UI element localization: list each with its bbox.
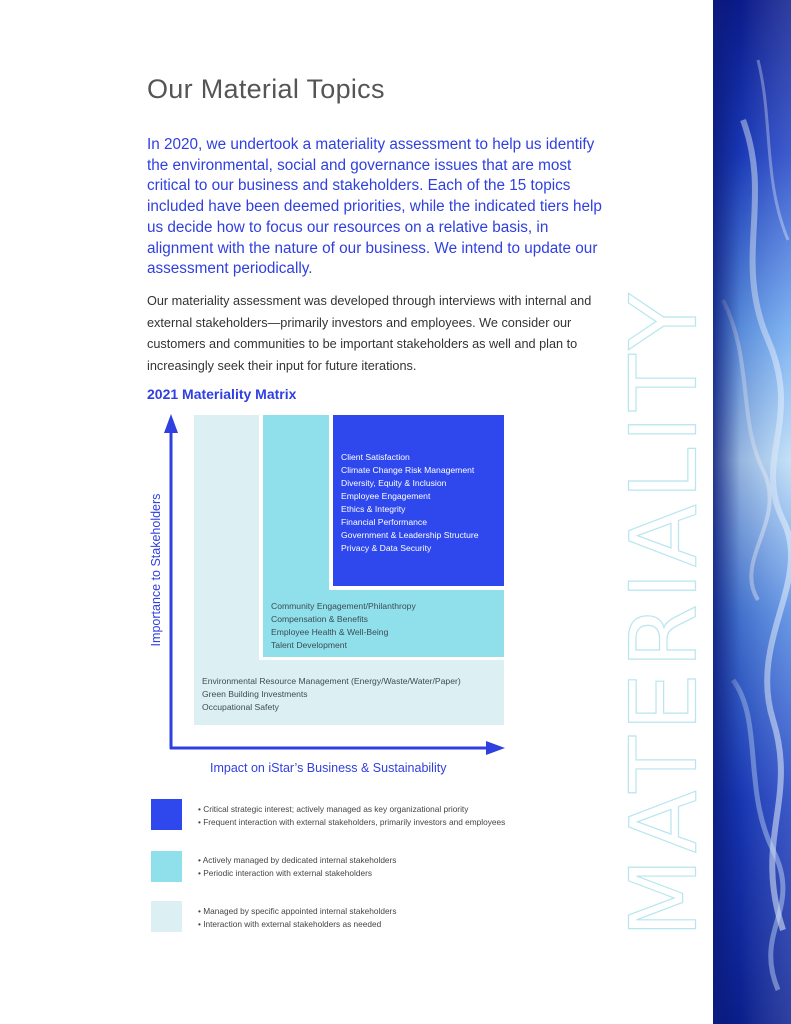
body-paragraph: Our materiality assessment was developed through interviews with internal and external stakeholders—primarily investors and employees. We consider our customers and communities to be important stakeholders as well and plan to increasingly seek their input for future iterations. — [147, 294, 592, 373]
intro-paragraph: In 2020, we undertook a materiality assessment to help us identify the environmental, social and governance issues that are most critical to our business and stakeholders. Each of the 15 topics included have been deemed priorities, while the indicated tiers help us decide how to focus our resources on a relative basis, in alignment with the nature of our business. We intend to update our assessment periodically. — [147, 136, 602, 278]
y-axis-label: Importance to Stakeholders — [149, 493, 163, 647]
legend-text-tier1 — [198, 803, 505, 829]
topic-item: Environmental Resource Management (Energy/Waste/Water/Paper) — [202, 676, 461, 686]
topic-item: Climate Change Risk Management — [341, 465, 475, 475]
topic-item: Talent Development — [271, 640, 347, 650]
topic-item: Ethics & Integrity — [341, 504, 406, 514]
page-title: Our Material Topics — [147, 74, 385, 104]
topic-item: Compensation & Benefits — [271, 614, 368, 624]
topic-item: Financial Performance — [341, 517, 427, 527]
materiality-watermark: MATERIALITY — [610, 287, 718, 938]
x-axis-label: Impact on iStar’s Business & Sustainability — [210, 761, 447, 775]
topic-item: Occupational Safety — [202, 702, 279, 712]
topic-item: Green Building Investments — [202, 689, 308, 699]
legend-text-tier2 — [198, 854, 396, 880]
topic-item: Government & Leadership Structure — [341, 530, 479, 540]
matrix-title: 2021 Materiality Matrix — [147, 386, 297, 402]
legend-swatch-tier3 — [151, 901, 182, 932]
legend-swatch-tier2 — [151, 851, 182, 882]
x-axis-arrow-icon — [486, 741, 505, 755]
topic-item: Employee Health & Well-Being — [271, 627, 389, 637]
topic-item: Privacy & Data Security — [341, 543, 432, 553]
topic-item: Employee Engagement — [341, 491, 431, 501]
legend-line: • Actively managed by dedicated internal stakeholders — [198, 855, 397, 865]
legend-line: • Periodic interaction with external stakeholders — [198, 868, 372, 878]
legend-line: • Frequent interaction with external stakeholders, primarily investors and employees — [198, 817, 506, 827]
legend-line: • Managed by specific appointed internal stakeholders — [198, 906, 397, 916]
legend-line: • Critical strategic interest; actively managed as key organizational priority — [198, 804, 469, 814]
legend-line: • Interaction with external stakeholders as needed — [198, 919, 382, 929]
legend-text-tier3 — [198, 905, 396, 931]
legend-swatch-tier1 — [151, 799, 182, 830]
topic-item: Community Engagement/Philanthropy — [271, 601, 416, 611]
topic-item: Diversity, Equity & Inclusion — [341, 478, 447, 488]
y-axis-arrow-icon — [164, 414, 178, 433]
topic-item: Client Satisfaction — [341, 452, 410, 462]
